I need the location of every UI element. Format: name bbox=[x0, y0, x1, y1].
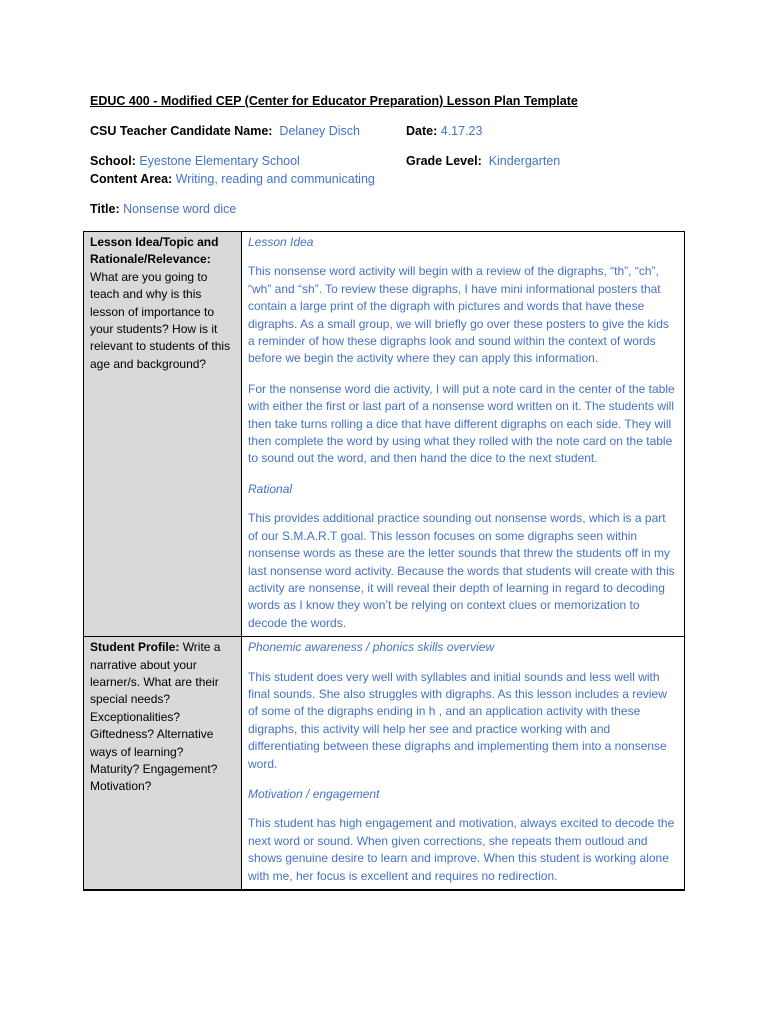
table-row-student-profile bbox=[84, 637, 685, 890]
grade-level-value: Kindergarten bbox=[488, 154, 561, 168]
section-heading: Rational bbox=[248, 481, 293, 496]
row-content-cell bbox=[242, 637, 685, 890]
row-heading: Lesson Idea/Topic and Rationale/Relevance: bbox=[90, 235, 219, 267]
row-prompt: What are you going to teach and why is this lesson of importance to your students? How is it relevant to students of this age and background? bbox=[90, 269, 231, 371]
lesson-title-label: Title: bbox=[90, 202, 120, 216]
paragraph: This student does very well with syllables and initial sounds and less well with final sounds. She also struggles with digraphs. As this lesson includes a review of some of the digraphs ending in h , and an application activity with these digraphs, this activity will help her see and practice working with and differentiating between these digraphs and implementing them into a nonsense word. bbox=[248, 669, 667, 771]
content-area-field bbox=[90, 172, 375, 186]
document-title: EDUC 400 - Modified CEP (Center for Educator Preparation) Lesson Plan Template bbox=[90, 94, 578, 108]
grade-level-field bbox=[406, 154, 560, 168]
grade-level-label: Grade Level: bbox=[406, 154, 482, 168]
lesson-title-field bbox=[90, 202, 236, 216]
section-heading: Phonemic awareness / phonics skills overview bbox=[248, 640, 495, 655]
school-label: School: bbox=[90, 154, 136, 168]
date-value: 4.17.23 bbox=[440, 124, 483, 138]
paragraph: This provides additional practice sounding out nonsense words, which is a part of our S.M.A.R.T goal. This lesson focuses on some digraphs seen within nonsense words as these are the letter sounds that threw the students off in my last nonsense word activity. Because the words that students will create with this activity are nonsense, it will reveal their depth of learning in regard to decoding words as I know they won’t be relying on context clues or memorization to decode the words. bbox=[248, 511, 675, 630]
lesson-title-value: Nonsense word dice bbox=[123, 202, 237, 216]
date-label: Date: bbox=[406, 124, 438, 138]
section-heading: Motivation / engagement bbox=[248, 786, 380, 801]
candidate-name-label: CSU Teacher Candidate Name: bbox=[90, 124, 273, 138]
paragraph: This student has high engagement and motivation, always excited to decode the next word or sound. When given corrections, she repeats them outloud and shows genuine desire to learn and improve. When this student is working alone with me, her focus is excellent and requires no redirection. bbox=[248, 816, 675, 883]
paragraph: For the nonsense word die activity, I will put a note card in the center of the table with either the first or last part of a nonsense word written on it. The students will then take turns rolling a dice that have different digraphs on each side. They will then complete the word by using what they rolled with the note card on the table to sound out the word, and then hand the dice to the next student. bbox=[248, 381, 675, 466]
section-heading: Lesson Idea bbox=[248, 235, 314, 249]
row-label-cell bbox=[84, 637, 242, 890]
row-label-cell bbox=[84, 232, 242, 637]
table-row-lesson-idea bbox=[84, 232, 685, 637]
lesson-plan-table bbox=[83, 231, 685, 891]
school-field bbox=[90, 154, 300, 168]
school-value: Eyestone Elementary School bbox=[139, 154, 300, 168]
candidate-name-value: Delaney Disch bbox=[279, 124, 361, 138]
row-prompt: Write a narrative about your learner/s. What are their special needs? Exceptionalities? Giftedness? Alternative ways of learning? Maturity? Engagement? Motivation? bbox=[90, 640, 221, 794]
content-area-value: Writing, reading and communicating bbox=[175, 172, 375, 186]
row-content-cell bbox=[242, 232, 685, 637]
content-area-label: Content Area: bbox=[90, 172, 173, 186]
candidate-name-field bbox=[90, 124, 360, 138]
paragraph: This nonsense word activity will begin with a review of the digraphs, “th”, “ch”, “wh” and “sh”. To review these digraphs, I have mini informational posters that contain a large print of the digraph with pictures and words that have these digraphs. As a small group, we will briefly go over these posters to give the kids a reminder of how these digraphs look and sound within the context of words before we begin the activity where they can apply this information. bbox=[248, 264, 669, 366]
date-field bbox=[406, 124, 482, 138]
row-heading: Student Profile: bbox=[90, 640, 180, 655]
